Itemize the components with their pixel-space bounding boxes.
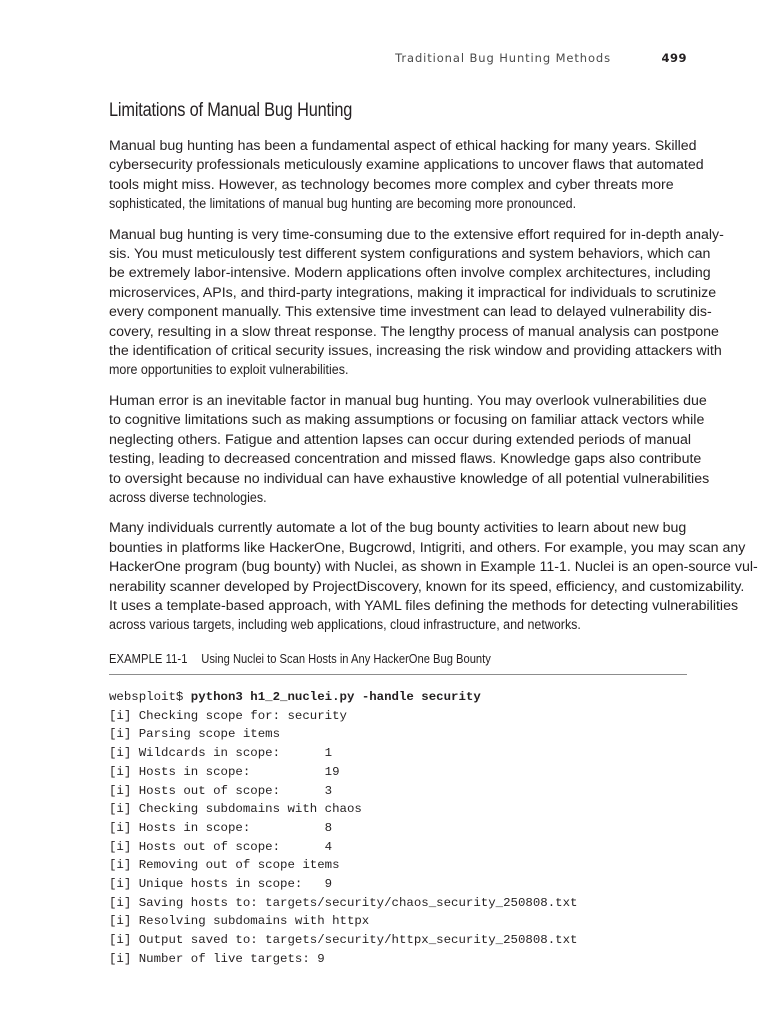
code-output-line: [i] Resolving subdomains with httpx <box>109 914 370 929</box>
paragraph-line: nerability scanner developed by ProjectDiscovery, known for its speed, efficiency, and customizability. <box>109 578 745 595</box>
code-output <box>109 707 687 969</box>
paragraph <box>109 392 710 508</box>
paragraph-line: Many individuals currently automate a lot of the bug bounty activities to learn about new bug <box>109 520 687 537</box>
paragraph <box>109 519 758 635</box>
paragraph <box>109 226 724 381</box>
code-output-line: [i] Parsing scope items <box>109 727 281 742</box>
paragraph-line: to oversight because no individual can have exhaustive knowledge of all potential vulnerabilities <box>109 470 710 487</box>
caption-divider <box>109 674 687 675</box>
code-output-line: [i] Unique hosts in scope: 9 <box>109 877 333 892</box>
example-title: Using Nuclei to Scan Hosts in Any HackerOne Bug Bounty <box>201 651 491 666</box>
code-output-line: [i] Wildcards in scope: 1 <box>109 746 333 761</box>
example-caption <box>109 651 687 673</box>
code-output-line: [i] Checking scope for: security <box>109 708 347 723</box>
code-output-line: [i] Saving hosts to: targets/security/chaos_security_250808.txt <box>109 895 578 910</box>
paragraph-line: Manual bug hunting has been a fundamental aspect of ethical hacking for many years. Skilled <box>109 138 697 154</box>
paragraph-line: bounties in platforms like HackerOne, Bugcrowd, Intigriti, and others. For example, you may scan any <box>109 539 746 556</box>
code-output-line: [i] Output saved to: targets/security/httpx_security_250808.txt <box>109 933 578 948</box>
paragraph-line: microservices, APIs, and third-party integrations, making it impractical for individuals to scrutinize <box>109 284 717 301</box>
paragraph-line: across various targets, including web applications, cloud infrastructure, and networks. <box>109 617 581 634</box>
code-output-line: [i] Removing out of scope items <box>109 858 340 873</box>
example-label: EXAMPLE 11-1 <box>109 651 188 666</box>
paragraph-line: sis. You must meticulously test different system configurations and system behaviors, which can <box>109 246 711 263</box>
code-output-line: [i] Checking subdomains with chaos <box>109 802 362 817</box>
code-output-line: [i] Hosts in scope: 8 <box>109 820 333 835</box>
paragraph-line: cybersecurity professionals meticulously examine applications to uncover flaws that automated <box>109 157 704 174</box>
paragraph-line: every component manually. This extensive time investment can lead to delayed vulnerability dis- <box>109 304 712 321</box>
page-number: 499 <box>661 51 687 65</box>
paragraph-line: Human error is an inevitable factor in manual bug hunting. You may overlook vulnerabilities due <box>109 392 707 409</box>
paragraph-line: covery, resulting in a slow threat response. The lengthy process of manual analysis can postpone <box>109 323 719 340</box>
paragraph-line: HackerOne program (bug bounty) with Nuclei, as shown in Example 11-1. Nuclei is an open-source vul- <box>109 559 758 576</box>
paragraph-line: tools might miss. However, as technology becomes more complex and cyber threats more <box>109 176 674 193</box>
code-output-line: [i] Hosts out of scope: 3 <box>109 783 333 798</box>
paragraph-line: neglecting others. Fatigue and attention lapses can occur during extended periods of manual <box>109 431 692 448</box>
paragraph-line: the identification of critical security issues, increasing the risk window and providing attackers with <box>109 343 722 360</box>
paragraph-line: be extremely labor-intensive. Modern applications often involve complex architectures, including <box>109 265 711 282</box>
code-output-line: [i] Hosts out of scope: 4 <box>109 839 333 854</box>
code-listing <box>109 688 687 969</box>
section-title: Limitations of Manual Bug Hunting <box>109 100 353 121</box>
code-output-line: [i] Hosts in scope: 19 <box>109 764 340 779</box>
code-command-line <box>109 688 687 707</box>
paragraph-line: testing, leading to decreased concentration and missed flaws. Knowledge gaps also contribute <box>109 451 702 468</box>
paragraph <box>109 137 704 215</box>
paragraph-line: across diverse technologies. <box>109 489 267 506</box>
running-header <box>109 51 687 69</box>
body-text <box>109 137 758 647</box>
shell-command: python3 h1_2_nuclei.py -handle security <box>190 690 481 704</box>
paragraph-line: sophisticated, the limitations of manual bug hunting are becoming more pronounced. <box>109 196 577 213</box>
paragraph-line: It uses a template-based approach, with YAML files defining the methods for detecting vulnerabilities <box>109 597 739 614</box>
running-title: Traditional Bug Hunting Methods <box>395 51 611 65</box>
paragraph-line: Manual bug hunting is very time-consuming due to the extensive effort required for in-depth analy- <box>109 226 724 243</box>
code-output-line: [i] Number of live targets: 9 <box>109 951 325 966</box>
paragraph-line: to cognitive limitations such as making assumptions or focusing on familiar attack vectors while <box>109 412 705 429</box>
shell-prompt: websploit$ <box>109 690 191 704</box>
paragraph-line: more opportunities to exploit vulnerabilities. <box>109 362 349 379</box>
